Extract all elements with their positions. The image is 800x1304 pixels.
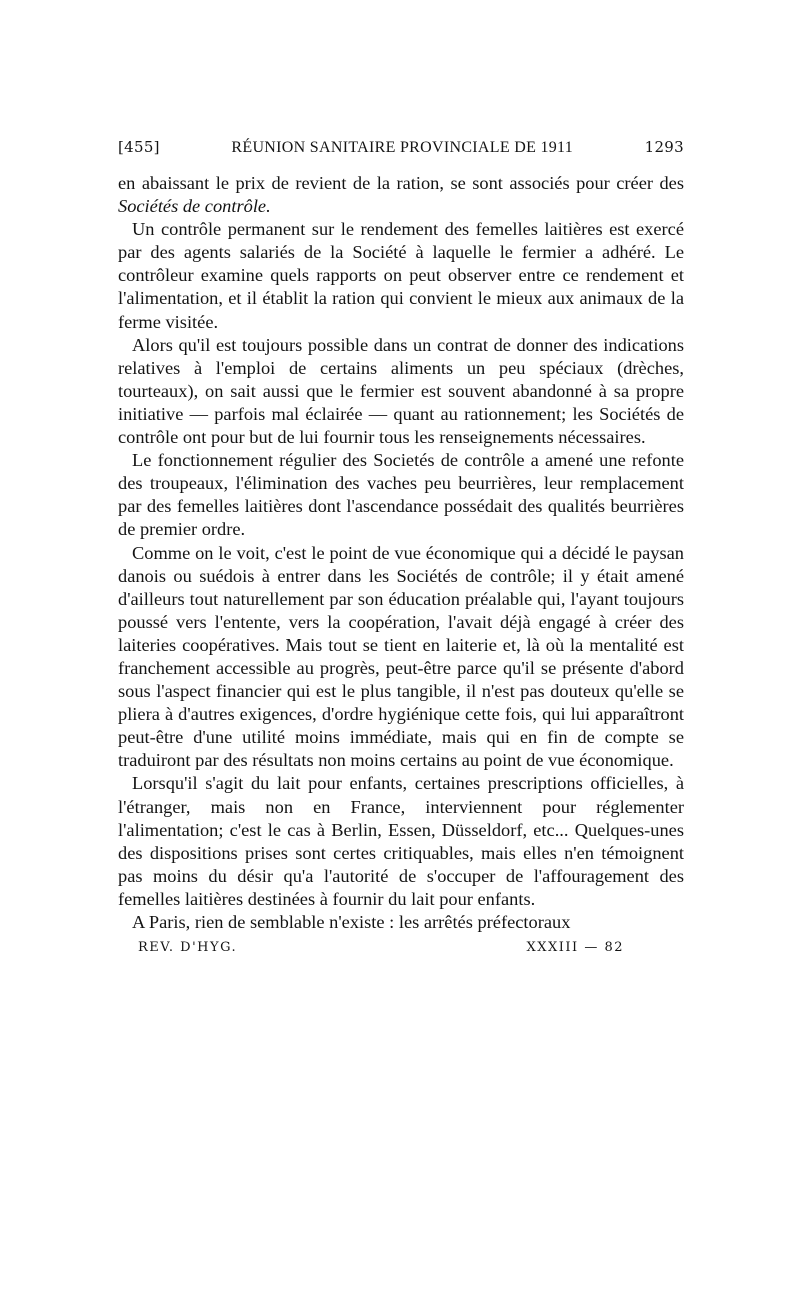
body-text	[118, 172, 684, 934]
paragraph-7: A Paris, rien de semblable n'existe : les arrêtés préfectoraux	[132, 912, 571, 932]
footer-signature: XXXIII — 82	[526, 940, 624, 956]
paragraph-1	[118, 172, 684, 218]
paragraph-1-text: en abaissant le prix de revient de la ration, se sont associés pour créer des	[118, 173, 684, 193]
paragraph-4: Le fonctionnement régulier des Societés de contrôle a amené une refonte des troupeaux, l'élimination des vaches peu beurrières, leur remplacement par des femelles laitières dont l'ascendance possédait des qualités beurrières de premier ordre.	[118, 450, 684, 540]
footer-journal: REV. D'HYG.	[138, 940, 238, 956]
paragraph-3: Alors qu'il est toujours possible dans un contrat de donner des indications relatives à l'emploi de certains aliments un peu spéciaux (drèches, tourteaux), on sait aussi que le fermier est souvent abandonné à sa propre initiative — parfois mal éclairée — quant au rationnement; les Sociétés de contrôle ont pour but de lui fournir tous les renseignements nécessaires.	[118, 334, 684, 448]
header-page-number: 1293	[644, 138, 684, 156]
paragraph-6: Lorsqu'il s'agit du lait pour enfants, certaines prescriptions officielles, à l'étranger, mais non en France, interviennent pour réglementer l'alimentation; c'est le cas à Berlin, Essen, Düsseldorf, etc... Quelques-unes des dispositions prises sont certes critiquables, mais elles n'en témoignent pas moins du désir qu'a l'autorité de s'occuper de l'affouragement des femelles laitières destinées à fournir du lait pour enfants.	[118, 773, 684, 909]
paragraph-2: Un contrôle permanent sur le rendement des femelles laitières est exercé par des agents salariés de la Société à laquelle le fermier a adhéré. Le contrôleur examine quels rapports on peut observer entre ce rendement et l'alimentation, et il établit la ration qui convient le mieux aux animaux de la ferme visitée.	[118, 219, 684, 332]
page-footer	[118, 940, 684, 955]
header-bracket-page: [455]	[118, 138, 160, 156]
paragraph-5: Comme on le voit, c'est le point de vue économique qui a décidé le paysan danois ou suédois à entrer dans les Sociétés de contrôle; il y était amené d'ailleurs tout naturellement par son éducation préalable qui, l'ayant toujours poussé vers l'entente, vers la coopération, l'avait déjà engagé à créer des laiteries coopératives. Mais tout se tient en laiterie et, là où la mentalité est franchement accessible au progrès, peut-être parce qu'il se présente d'abord sous l'aspect financier qui est le plus tangible, il n'est pas douteux qu'elle se pliera à d'autres exigences, d'ordre hygiénique cette fois, qui lui apparaîtront peut-être d'une utilité moins immédiate, mais qui en fin de compte se traduiront par des résultats non moins certains au point de vue économique.	[118, 542, 684, 771]
running-header	[118, 138, 684, 168]
paragraph-1-italic: Sociétés de contrôle.	[118, 196, 271, 217]
document-page	[118, 138, 684, 955]
header-title: RÉUNION SANITAIRE PROVINCIALE DE 1911	[231, 139, 574, 156]
